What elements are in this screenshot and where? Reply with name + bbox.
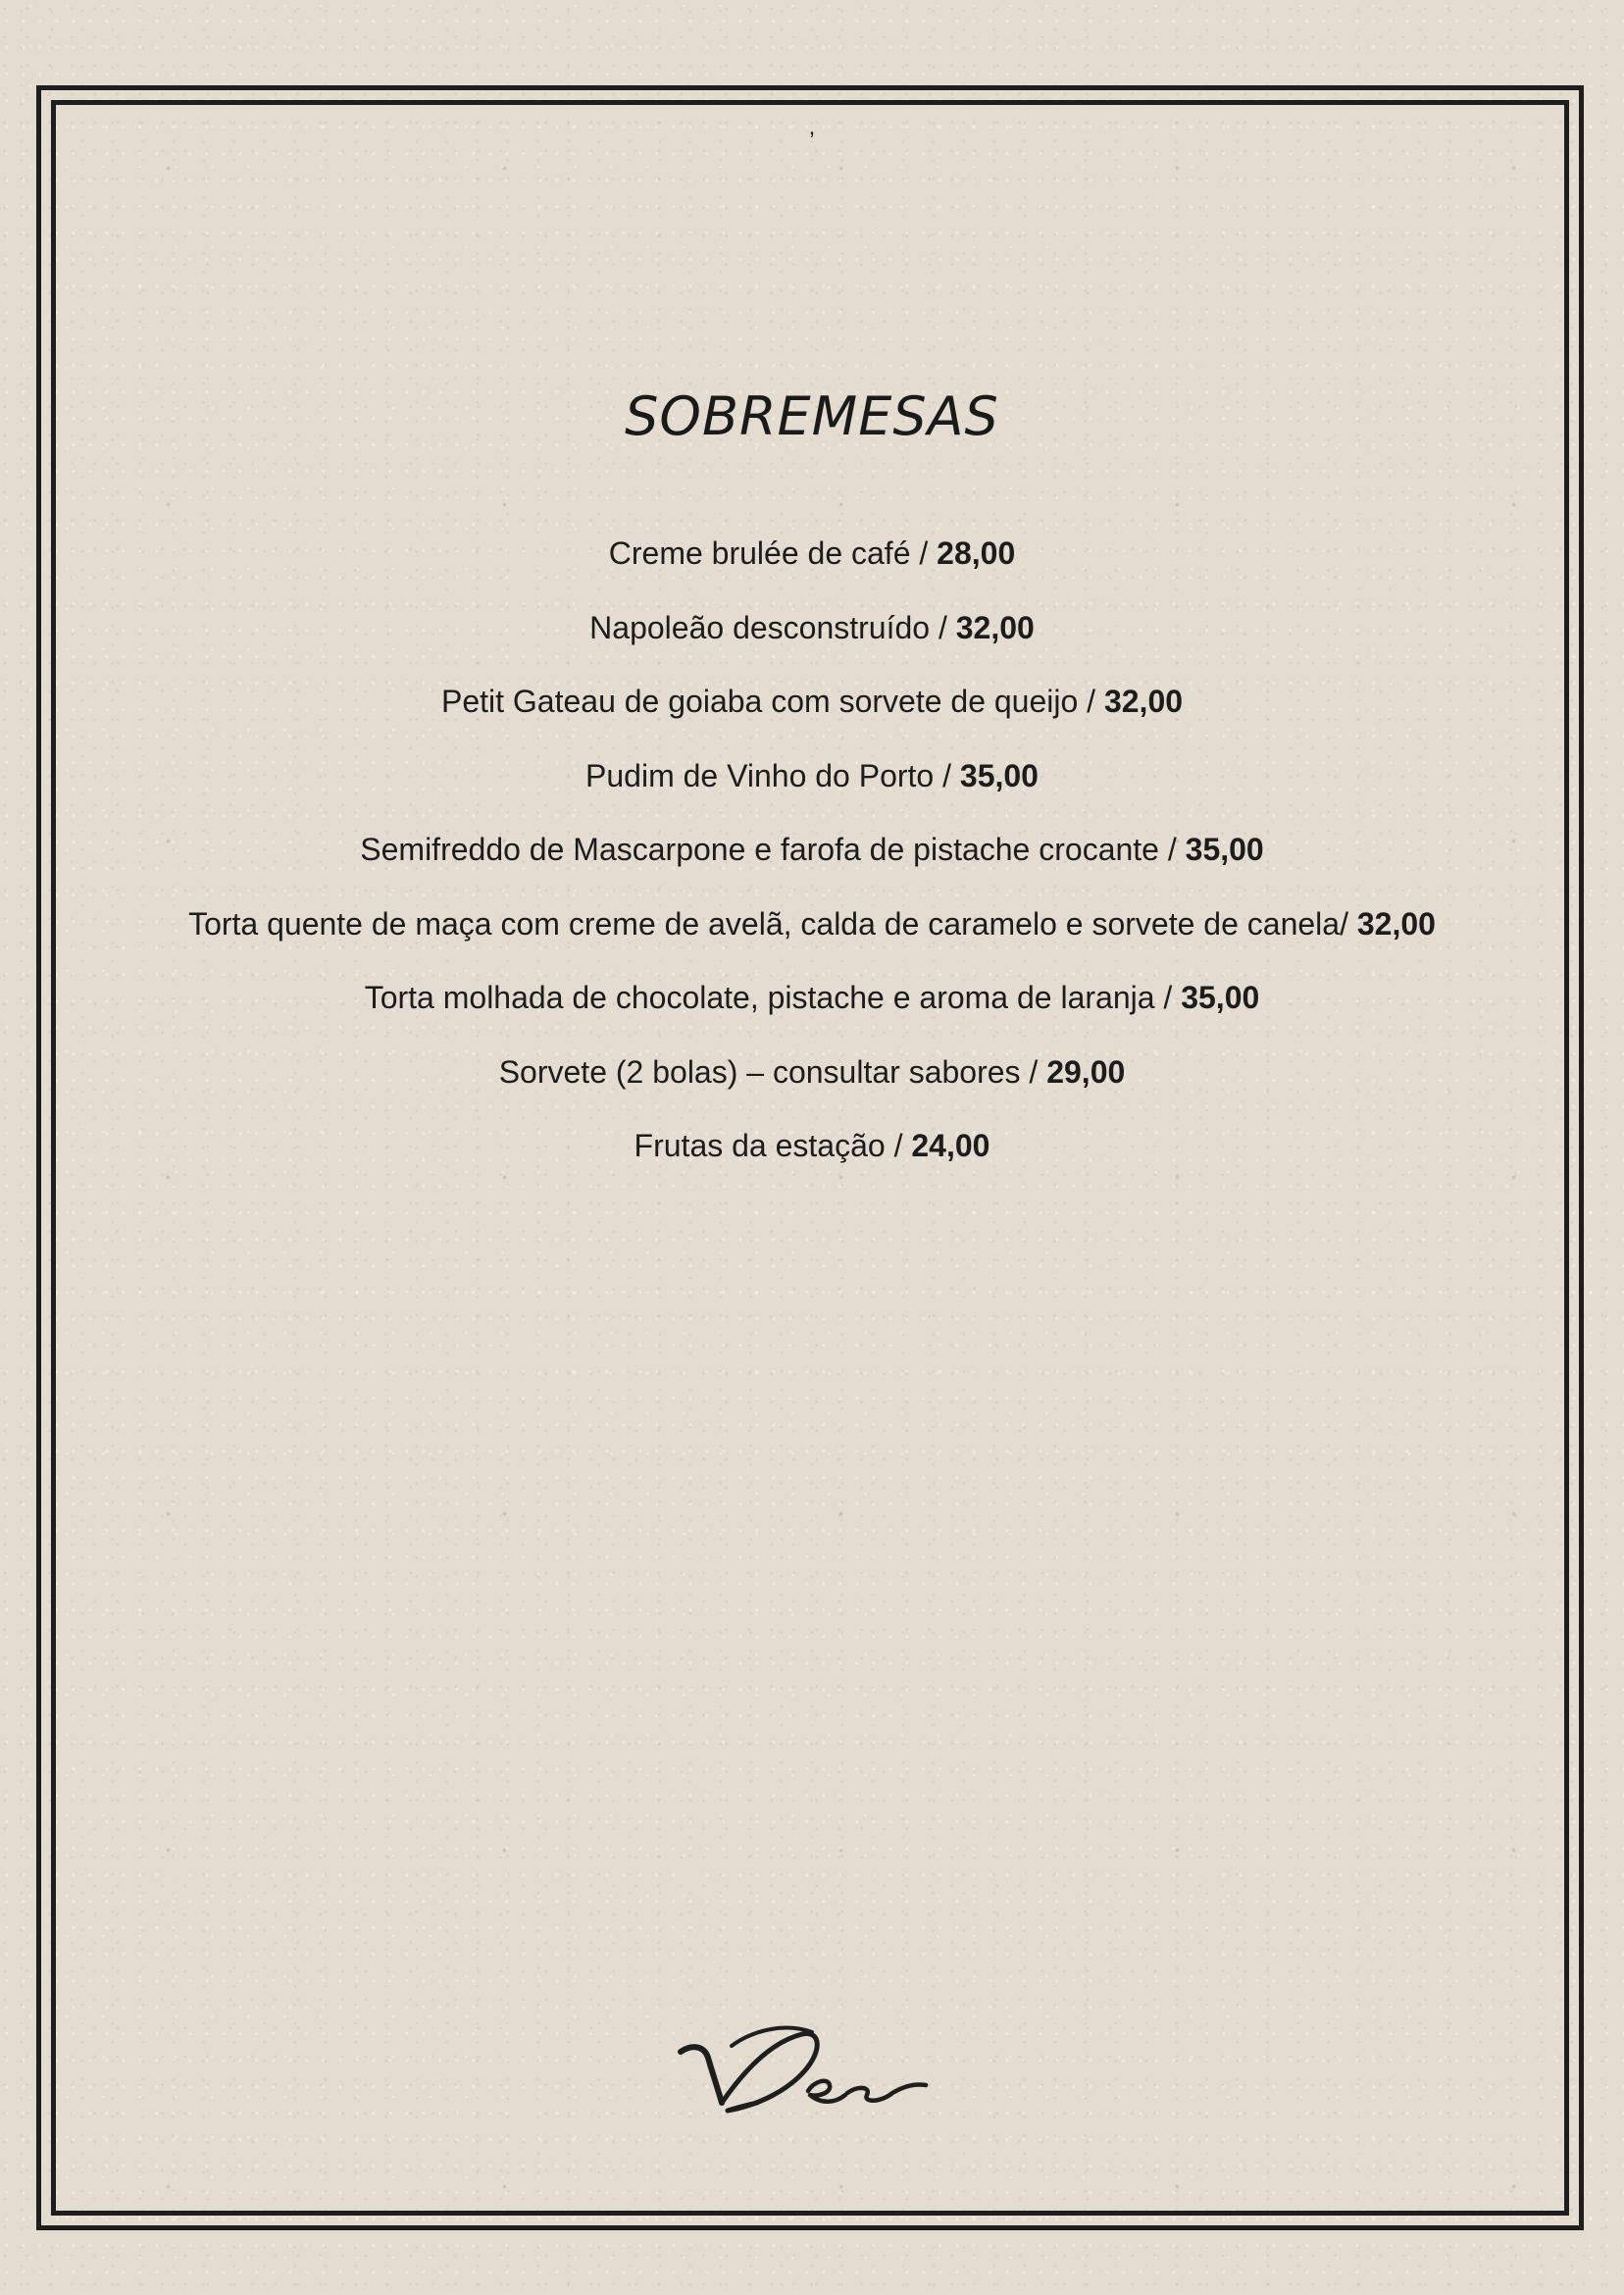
menu-item-name: Frutas da estação /	[634, 1128, 912, 1163]
menu-item	[0, 1045, 1624, 1119]
menu-item	[0, 970, 1624, 1045]
menu-item-price: 35,00	[1181, 980, 1260, 1015]
menu-item-price: 35,00	[959, 757, 1039, 793]
page-title: SOBREMESAS	[625, 385, 999, 447]
menu-item-name: Torta quente de maça com creme de avelã, calda de caramelo e sorvete de canela/	[188, 905, 1357, 942]
menu-item	[0, 822, 1624, 896]
menu-item	[0, 674, 1624, 748]
menu-item-price: 32,00	[1356, 905, 1436, 942]
menu-item-price: 28,00	[937, 536, 1016, 571]
menu-item	[0, 600, 1624, 675]
menu-item	[0, 748, 1624, 823]
menu-item-name: Petit Gateau de goiaba com sorvete de queijo /	[440, 684, 1104, 719]
menu-item-price: 24,00	[911, 1128, 990, 1163]
menu-item-name: Pudim de Vinho do Porto /	[585, 757, 960, 793]
menu-item	[0, 896, 1624, 971]
menu-item-name: Napoleão desconstruído /	[589, 609, 956, 645]
menu-item-price: 29,00	[1046, 1053, 1126, 1090]
menu-item-price: 35,00	[1185, 832, 1264, 867]
top-comma-mark: ,	[808, 114, 816, 140]
menu-item-name: Sorvete (2 bolas) – consultar sabores /	[498, 1053, 1047, 1090]
menu-item-price: 32,00	[955, 609, 1035, 645]
signature-logo	[675, 2013, 930, 2120]
menu-item	[0, 526, 1624, 600]
menu-item-name: Creme brulée de café /	[608, 536, 938, 571]
menu-item	[0, 1118, 1624, 1193]
menu-item-name: Semifreddo de Mascarpone e farofa de pistache crocante /	[360, 832, 1186, 867]
menu-item-price: 32,00	[1103, 684, 1184, 719]
dessert-menu-list	[0, 526, 1624, 1193]
menu-item-name: Torta molhada de chocolate, pistache e aroma de laranja /	[364, 980, 1182, 1015]
